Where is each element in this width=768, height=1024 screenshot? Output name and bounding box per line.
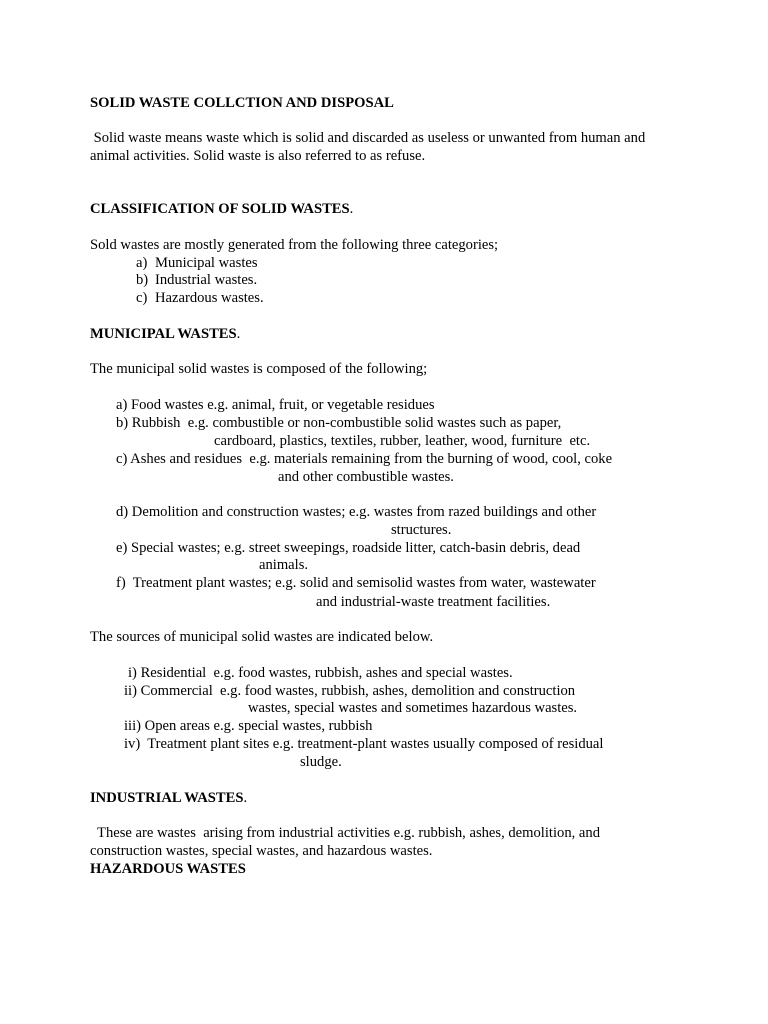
municipal-item-special-cont: animals. (259, 557, 309, 573)
municipal-item-rubbish: b) Rubbish e.g. combustible or non-combustible solid wastes such as paper, (116, 415, 562, 431)
municipal-item-ashes-cont: and other combustible wastes. (278, 469, 454, 485)
municipal-heading-text: MUNICIPAL WASTES (90, 326, 237, 342)
municipal-heading-period: . (236, 326, 241, 342)
classification-item-marker: b) (136, 272, 149, 288)
classification-heading-text: CLASSIFICATION OF SOLID WASTES (90, 201, 350, 217)
classification-item-hazardous: Hazardous wastes. (155, 290, 264, 306)
municipal-item-food: a) Food wastes e.g. animal, fruit, or vegetable residues (116, 397, 435, 413)
classification-item-municipal: Municipal wastes (155, 255, 258, 271)
intro-line-2: animal activities. Solid waste is also referred to as refuse. (90, 148, 426, 164)
industrial-body-line-1: These are wastes arising from industrial activities e.g. rubbish, ashes, demolition, and (90, 825, 600, 841)
classification-heading-period: . (349, 201, 354, 217)
classification-item-marker: c) (136, 290, 148, 306)
municipal-heading (90, 325, 240, 343)
source-item-commercial: ii) Commercial e.g. food wastes, rubbish, ashes, demolition and construction (124, 683, 576, 699)
classification-lead: Sold wastes are mostly generated from the following three categories; (90, 237, 499, 253)
intro-line-1: Solid waste means waste which is solid and discarded as useless or unwanted from human and (90, 130, 646, 146)
source-item-treatment-plant: iv) Treatment plant sites e.g. treatment-plant wastes usually composed of residual (124, 736, 604, 752)
industrial-body-line-2: construction wastes, special wastes, and hazardous wastes. (90, 843, 433, 859)
source-item-treatment-plant-cont: sludge. (300, 754, 342, 770)
municipal-item-ashes: c) Ashes and residues e.g. materials remaining from the burning of wood, cool, coke (116, 451, 613, 467)
municipal-item-rubbish-cont: cardboard, plastics, textiles, rubber, leather, wood, furniture etc. (214, 433, 591, 449)
classification-item-marker: a) (136, 255, 148, 271)
municipal-item-treatment: f) Treatment plant wastes; e.g. solid and semisolid wastes from water, wastewater (116, 575, 596, 591)
municipal-item-treatment-cont: and industrial-waste treatment facilities. (316, 594, 551, 610)
classification-item-industrial: Industrial wastes. (155, 272, 258, 288)
municipal-item-demolition: d) Demolition and construction wastes; e.g. wastes from razed buildings and other (116, 504, 597, 520)
classification-heading (90, 200, 353, 218)
sources-lead: The sources of municipal solid wastes are indicated below. (90, 629, 434, 645)
municipal-item-special: e) Special wastes; e.g. street sweepings, roadside litter, catch-basin debris, dead (116, 540, 581, 556)
source-item-open-areas: iii) Open areas e.g. special wastes, rubbish (124, 718, 373, 734)
source-item-commercial-cont: wastes, special wastes and sometimes hazardous wastes. (248, 700, 578, 716)
industrial-heading-period: . (243, 790, 248, 806)
source-item-residential: i) Residential e.g. food wastes, rubbish, ashes and special wastes. (128, 665, 513, 681)
industrial-heading-text: INDUSTRIAL WASTES (90, 790, 244, 806)
document-title: SOLID WASTE COLLCTION AND DISPOSAL (90, 95, 394, 111)
municipal-item-demolition-cont: structures. (391, 522, 452, 538)
hazardous-heading: HAZARDOUS WASTES (90, 861, 246, 877)
industrial-heading (90, 789, 247, 807)
municipal-lead: The municipal solid wastes is composed of the following; (90, 361, 428, 377)
